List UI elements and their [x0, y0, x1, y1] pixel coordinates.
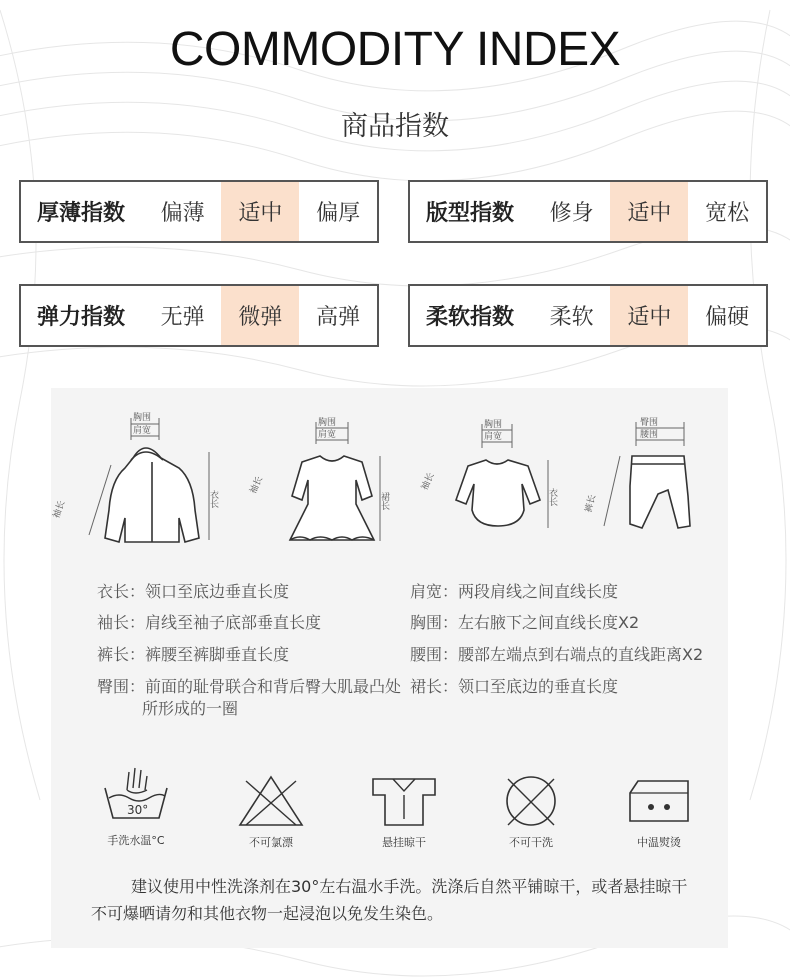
index-label: 厚薄指数 — [37, 201, 126, 226]
index-option: 宽松 — [705, 201, 750, 226]
care-caption: 悬挂晾干 — [382, 836, 426, 849]
index-option: 高弹 — [316, 305, 361, 330]
index-option: 偏硬 — [705, 305, 750, 330]
care-caption: 不可干洗 — [509, 836, 553, 849]
measure-item: 裙长：领口至底边的垂直长度 — [410, 677, 619, 696]
dress-label-sleeve: 袖长 — [248, 475, 266, 496]
care-caption: 手洗水温°C — [107, 834, 165, 847]
romper-label-length: 衣长 — [547, 488, 557, 506]
elasticity-index-box — [19, 284, 379, 347]
jacket-label-chest: 胸围 — [133, 413, 152, 423]
jacket-label-shoulder: 肩宽 — [133, 426, 152, 436]
index-option-selected: 微弹 — [221, 286, 299, 345]
hang-dry-icon — [364, 773, 444, 850]
softness-index-box — [408, 284, 768, 347]
romper-label-shoulder: 肩宽 — [484, 432, 503, 442]
index-option: 柔软 — [549, 305, 594, 330]
medium-iron-icon — [619, 773, 699, 850]
care-advice-text: 建议使用中性洗涤剂在30°左右温水手洗。洗涤后自然平铺晾干，或者悬挂晾干不可爆晒请勿和其他衣物一起浸泡以免发生染色。 — [91, 877, 688, 923]
index-label: 弹力指数 — [37, 305, 126, 330]
no-bleach-icon — [231, 773, 311, 850]
fit-index-box — [408, 180, 768, 243]
index-option-selected: 适中 — [610, 182, 688, 241]
measure-item: 裤长：裤腰至裤脚垂直长度 — [97, 645, 290, 664]
jacket-label-sleeve: 袖长 — [51, 499, 68, 520]
dress-diagram — [248, 416, 396, 556]
pants-diagram — [583, 416, 696, 536]
measure-item-continued: 所形成的一圈 — [142, 699, 239, 718]
pants-label-length: 裤长 — [583, 493, 599, 514]
index-label: 版型指数 — [426, 201, 515, 226]
pants-label-hip: 臀围 — [640, 418, 659, 428]
measure-item: 袖长：肩线至袖子底部垂直长度 — [97, 613, 322, 632]
thickness-index-box — [19, 180, 379, 243]
measure-item: 衣长：领口至底边垂直长度 — [97, 582, 290, 601]
hand-wash-icon — [96, 766, 176, 848]
dress-label-shoulder: 肩宽 — [318, 430, 337, 440]
index-option: 无弹 — [160, 305, 205, 330]
jacket-diagram — [51, 410, 231, 555]
romper-label-sleeve: 袖长 — [420, 471, 437, 493]
measure-item: 臀围：前面的耻骨联合和背后臀大肌最凸处 — [97, 677, 402, 696]
pants-label-waist: 腰围 — [640, 430, 659, 440]
dress-label-length: 裙长 — [379, 492, 389, 510]
no-dry-clean-icon — [491, 773, 571, 850]
wash-temp-label: 30° — [127, 803, 149, 817]
romper-diagram — [420, 418, 561, 538]
index-option: 偏薄 — [160, 201, 205, 226]
page-subtitle: 商品指数 — [341, 111, 449, 142]
index-option: 修身 — [549, 201, 594, 226]
measure-item: 肩宽：两段肩线之间直线长度 — [410, 582, 619, 601]
measure-item: 胸围：左右腋下之间直线长度X2 — [410, 613, 640, 632]
size-care-panel — [51, 388, 728, 948]
measure-item: 腰围：腰部左端点到右端点的直线距离X2 — [410, 645, 704, 664]
index-option-selected: 适中 — [610, 286, 688, 345]
care-caption: 不可氯漂 — [249, 836, 293, 849]
jacket-label-length: 衣长 — [208, 490, 218, 508]
dress-label-chest: 胸围 — [318, 418, 337, 428]
index-option: 偏厚 — [316, 201, 361, 226]
page-title: COMMODITY INDEX — [169, 23, 621, 76]
index-label: 柔软指数 — [426, 305, 515, 330]
romper-label-chest: 胸围 — [484, 420, 503, 430]
index-option-selected: 适中 — [221, 182, 299, 241]
care-caption: 中温熨烫 — [637, 836, 681, 849]
